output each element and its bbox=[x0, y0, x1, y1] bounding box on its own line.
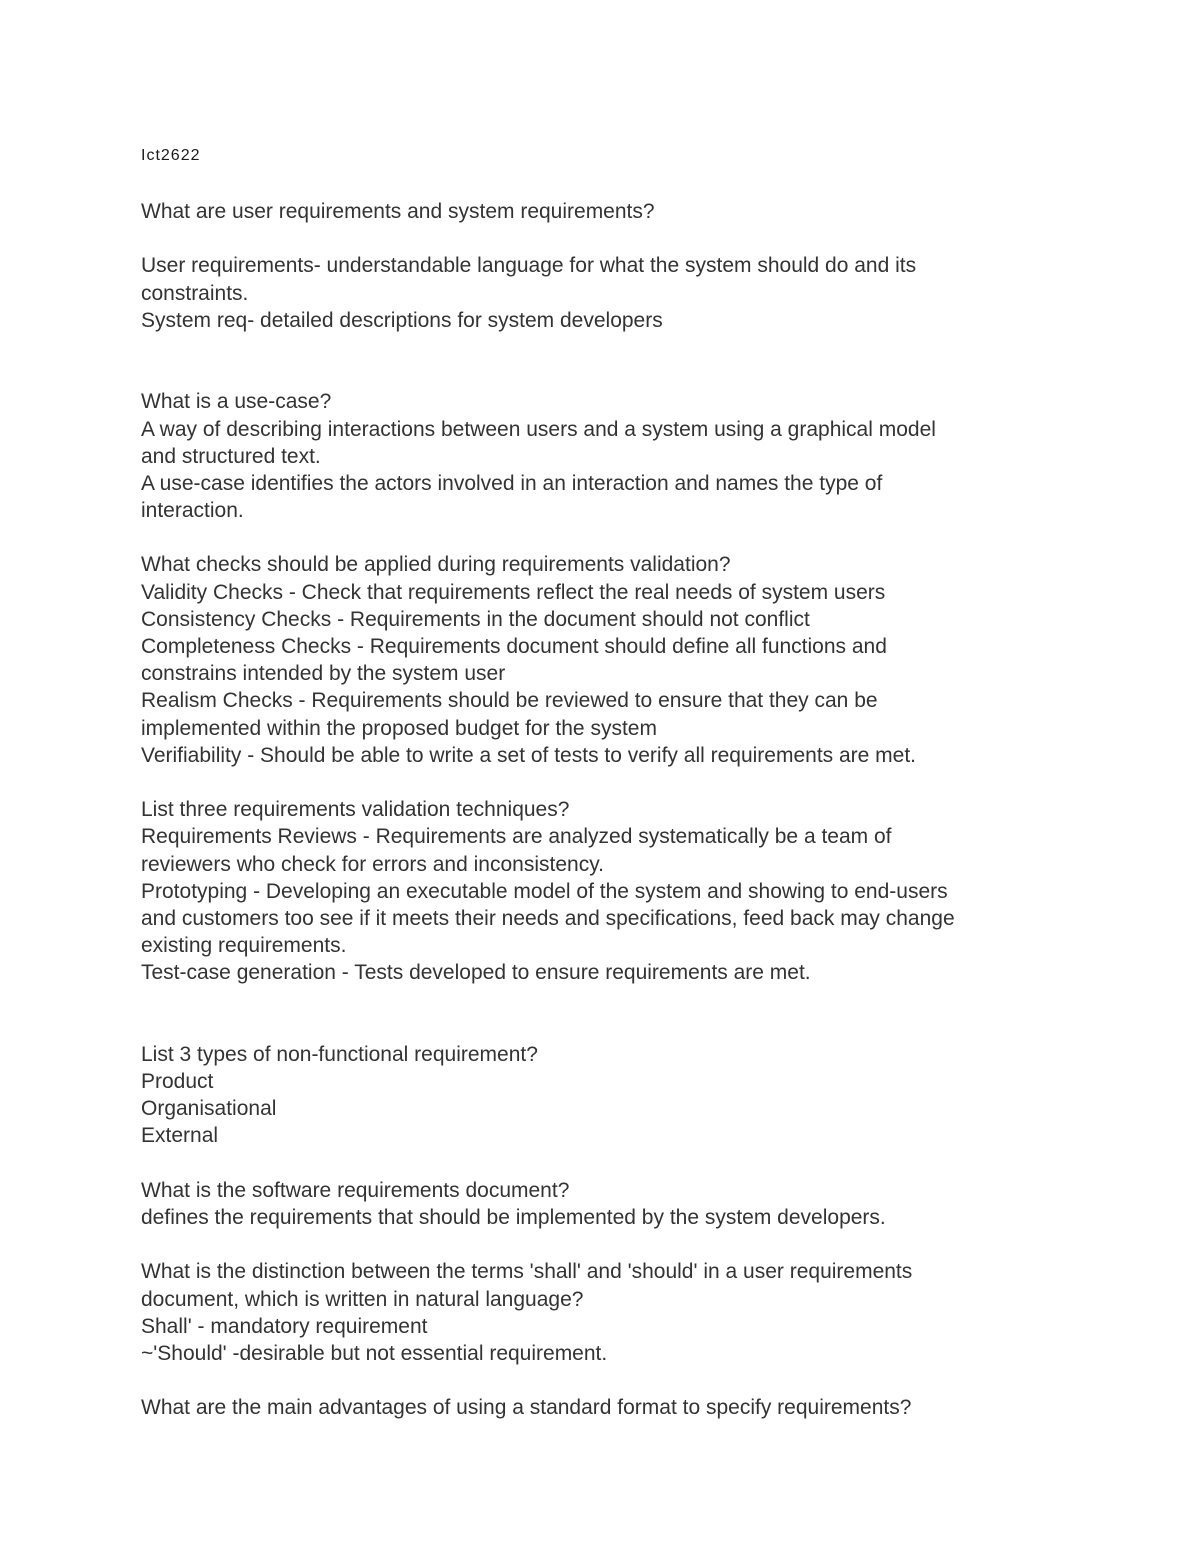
text-line: Realism Checks - Requirements should be reviewed to ensure that they can be bbox=[141, 689, 878, 713]
text-line: interaction. bbox=[141, 499, 244, 523]
text-line: What is the software requirements document? bbox=[141, 1178, 570, 1202]
blank-line bbox=[141, 524, 1081, 551]
blank-line bbox=[141, 1150, 1081, 1177]
blank-line bbox=[141, 361, 1081, 388]
text-line: Consistency Checks - Requirements in the document should not conflict bbox=[141, 607, 810, 631]
text-line: reviewers who check for errors and inconsistency. bbox=[141, 852, 604, 876]
text-line: What checks should be applied during requirements validation? bbox=[141, 553, 731, 577]
text-line: What are the main advantages of using a standard format to specify requirements? bbox=[141, 1396, 912, 1420]
text-line: constraints. bbox=[141, 281, 249, 305]
blank-line bbox=[141, 334, 1081, 361]
text-line: List 3 types of non-functional requirement? bbox=[141, 1042, 538, 1066]
text-line: Test-case generation - Tests developed to ensure requirements are met. bbox=[141, 961, 811, 985]
document-text bbox=[141, 198, 1081, 1421]
text-line: document, which is written in natural language? bbox=[141, 1287, 584, 1311]
text-line: Validity Checks - Check that requirements reflect the real needs of system users bbox=[141, 580, 886, 604]
text-line: existing requirements. bbox=[141, 934, 347, 958]
blank-line bbox=[141, 1014, 1081, 1041]
text-line: and customers too see if it meets their needs and specifications, feed back may change bbox=[141, 906, 955, 930]
text-line: What is the distinction between the terms 'shall' and 'should' in a user requirements bbox=[141, 1260, 913, 1284]
text-line: List three requirements validation techniques? bbox=[141, 798, 570, 822]
text-line: A way of describing interactions between users and a system using a graphical model bbox=[141, 417, 936, 441]
text-line: implemented within the proposed budget for the system bbox=[141, 716, 657, 740]
blank-line bbox=[141, 769, 1081, 796]
text-line: defines the requirements that should be implemented by the system developers. bbox=[141, 1205, 886, 1229]
text-line: Verifiability - Should be able to write a set of tests to verify all requirements are met. bbox=[141, 743, 917, 767]
document-body bbox=[141, 144, 1081, 1421]
text-line: Prototyping - Developing an executable model of the system and showing to end-users bbox=[141, 879, 948, 903]
text-line: constrains intended by the system user bbox=[141, 662, 506, 686]
text-line: Product bbox=[141, 1070, 214, 1093]
text-line: Completeness Checks - Requirements document should define all functions and bbox=[141, 635, 887, 658]
text-line: ~'Should' -desirable but not essential requirement. bbox=[141, 1341, 608, 1365]
text-line: External bbox=[141, 1124, 219, 1148]
text-line: What is a use-case? bbox=[141, 390, 332, 414]
text-line: System req- detailed descriptions for system developers bbox=[141, 308, 663, 332]
blank-line bbox=[141, 1231, 1081, 1258]
text-line: User requirements- understandable language for what the system should do and its bbox=[141, 254, 917, 278]
text-line: A use-case identifies the actors involved in an interaction and names the type of bbox=[141, 471, 883, 495]
course-code: Ict2622 bbox=[141, 147, 201, 164]
text-line: What are user requirements and system requirements? bbox=[141, 200, 655, 223]
text-line: Shall' - mandatory requirement bbox=[141, 1314, 428, 1338]
blank-line bbox=[141, 986, 1081, 1013]
blank-line bbox=[141, 1367, 1081, 1394]
text-line: Organisational bbox=[141, 1097, 277, 1121]
blank-line bbox=[141, 225, 1081, 252]
text-line: Requirements Reviews - Requirements are analyzed systematically be a team of bbox=[141, 825, 892, 849]
text-line: and structured text. bbox=[141, 444, 321, 468]
